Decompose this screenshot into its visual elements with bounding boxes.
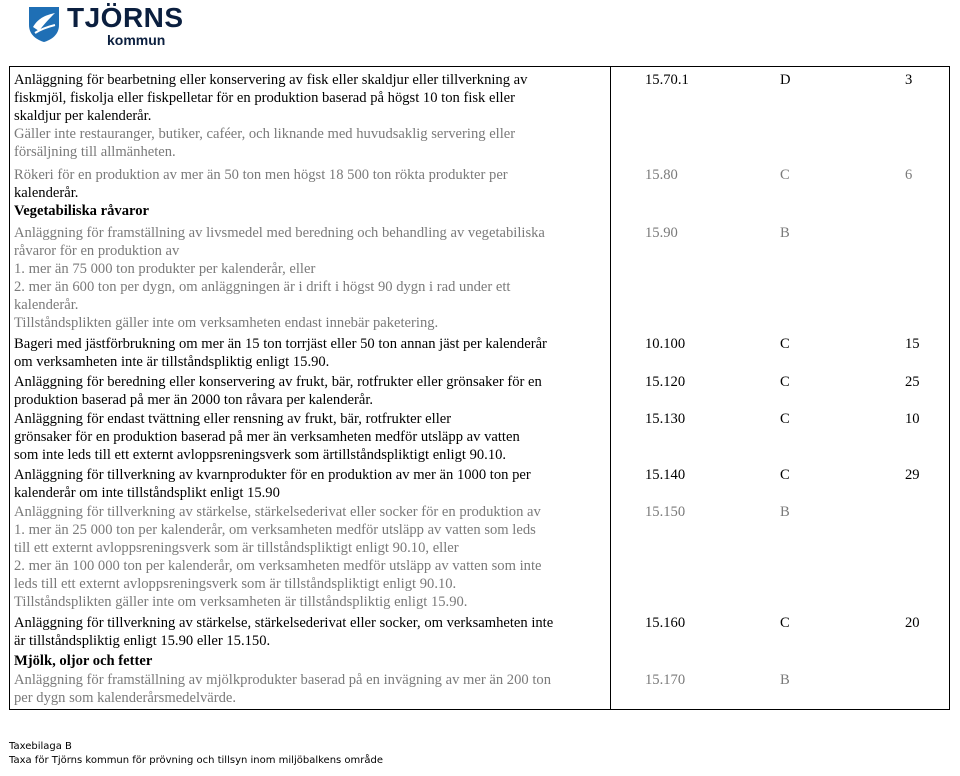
description-line: kalenderår. [14,185,79,201]
row-description [14,224,606,332]
logo [27,2,184,48]
description-line: Anläggning för beredning eller konservering av frukt, bär, rotfrukter eller grönsaker för en [14,374,542,390]
description-line: till ett externt avloppsreningsverk som är tillståndspliktigt enligt 90.10, eller [14,540,459,556]
activity-code: 15.170 [645,672,686,688]
description-line: kalenderår om inte tillståndsplikt enligt 15.90 [14,485,280,501]
fee-value: 20 [905,615,920,631]
row-description [14,335,606,371]
risk-class: C [780,374,790,390]
activity-code: 15.150 [645,504,686,520]
footer [9,740,383,768]
description-line: Anläggning för bearbetning eller konservering av fisk eller skaldjur eller tillverkning av [14,72,528,88]
description-line: Anläggning för tillverkning av stärkelse, stärkelsederivat eller socker, om verksamheten inte [14,615,554,631]
section-heading: Vegetabiliska råvaror [14,203,149,219]
section-heading: Mjölk, oljor och fetter [14,653,153,669]
risk-class: B [780,225,790,241]
fee-value: 15 [905,336,920,352]
risk-class: C [780,467,790,483]
logo-subtitle: kommun [107,32,166,48]
row-description [14,466,606,502]
shield-icon [27,5,61,43]
description-line: 1. mer än 75 000 ton produkter per kalenderår, eller [14,261,316,277]
risk-class: C [780,336,790,352]
description-line: kalenderår. [14,297,79,313]
activity-code: 15.130 [645,411,686,427]
risk-class: B [780,504,790,520]
fee-value: 3 [905,72,913,88]
row-description [14,71,606,161]
activity-code: 15.80 [645,167,678,183]
description-line: försäljning till allmänheten. [14,144,176,160]
description-line: Anläggning för tillverkning av stärkelse, stärkelsederivat eller socker för en produktion av [14,504,541,520]
description-line: Gäller inte restauranger, butiker, caféer, och liknande med huvudsaklig servering eller [14,126,516,142]
activity-code: 15.120 [645,374,686,390]
activity-code: 15.140 [645,467,686,483]
description-line: 1. mer än 25 000 ton per kalenderår, om verksamheten medför utsläpp av vatten som leds [14,522,536,538]
risk-class: C [780,411,790,427]
description-line: 2. mer än 100 000 ton per kalenderår, om verksamheten medför utsläpp av vatten som inte [14,558,542,574]
row-description [14,671,606,707]
fee-value: 29 [905,467,920,483]
risk-class: C [780,615,790,631]
description-line: råvaror för en produktion av [14,243,180,259]
row-description [14,410,606,464]
description-line: som inte leds till ett externt avloppsreningsverk som ärtillståndspliktigt enligt 90.10. [14,447,507,463]
description-line: Anläggning för tillverkning av kvarnprodukter för en produktion av mer än 1000 ton per [14,467,531,483]
fee-value: 10 [905,411,920,427]
description-line: leds till ett externt avloppsreningsverk som är tillståndspliktigt enligt 90.10. [14,576,457,592]
row-description [14,202,606,220]
activity-code: 10.100 [645,336,686,352]
row-description [14,166,606,202]
row-description [14,652,606,670]
logo-title: TJÖRNS [67,2,184,33]
fee-value: 25 [905,374,920,390]
footer-line-2: Taxa för Tjörns kommun för prövning och tillsyn inom miljöbalkens område [9,755,384,766]
row-description [14,614,606,650]
column-divider [610,67,611,709]
activity-code: 15.90 [645,225,678,241]
description-line: fiskmjöl, fiskolja eller fiskpelletar för en produktion baserad på högst 10 ton fisk eller [14,90,515,106]
description-line: Rökeri för en produktion av mer än 50 ton men högst 18 500 ton rökta produkter per [14,167,508,183]
row-description [14,373,606,409]
fee-value: 6 [905,167,913,183]
description-line: Bageri med jästförbrukning om mer än 15 ton torrjäst eller 50 ton annan jäst per kalenderår [14,336,547,352]
description-line: Anläggning för framställning av livsmedel med beredning och behandling av vegetabiliska [14,225,545,241]
description-line: produktion baserad på mer än 2000 ton råvara per kalenderår. [14,392,374,408]
footer-line-1: Taxebilaga B [9,741,72,752]
activity-code: 15.160 [645,615,686,631]
activity-code: 15.70.1 [645,72,689,88]
description-line: grönsaker för en produktion baserad på mer än verksamheten medför utsläpp av vatten [14,429,520,445]
row-description [14,503,606,611]
description-line: skaldjur per kalenderår. [14,108,152,124]
description-line: per dygn som kalenderårsmedelvärde. [14,690,237,706]
description-line: 2. mer än 600 ton per dygn, om anläggningen är i drift i högst 90 dygn i rad under ett [14,279,511,295]
description-line: Tillståndsplikten gäller inte om verksamheten endast innebär paketering. [14,315,439,331]
fee-table [9,66,950,710]
description-line: om verksamheten inte är tillståndspliktig enligt 15.90. [14,354,330,370]
risk-class: D [780,72,791,88]
risk-class: B [780,672,790,688]
risk-class: C [780,167,790,183]
description-line: är tillståndspliktig enligt 15.90 eller 15.150. [14,633,271,649]
description-line: Anläggning för endast tvättning eller rensning av frukt, bär, rotfrukter eller [14,411,452,427]
description-line: Tillståndsplikten gäller inte om verksamheten är tillståndspliktig enligt 15.90. [14,594,468,610]
description-line: Anläggning för framställning av mjölkprodukter baserad på en invägning av mer än 200 ton [14,672,551,688]
